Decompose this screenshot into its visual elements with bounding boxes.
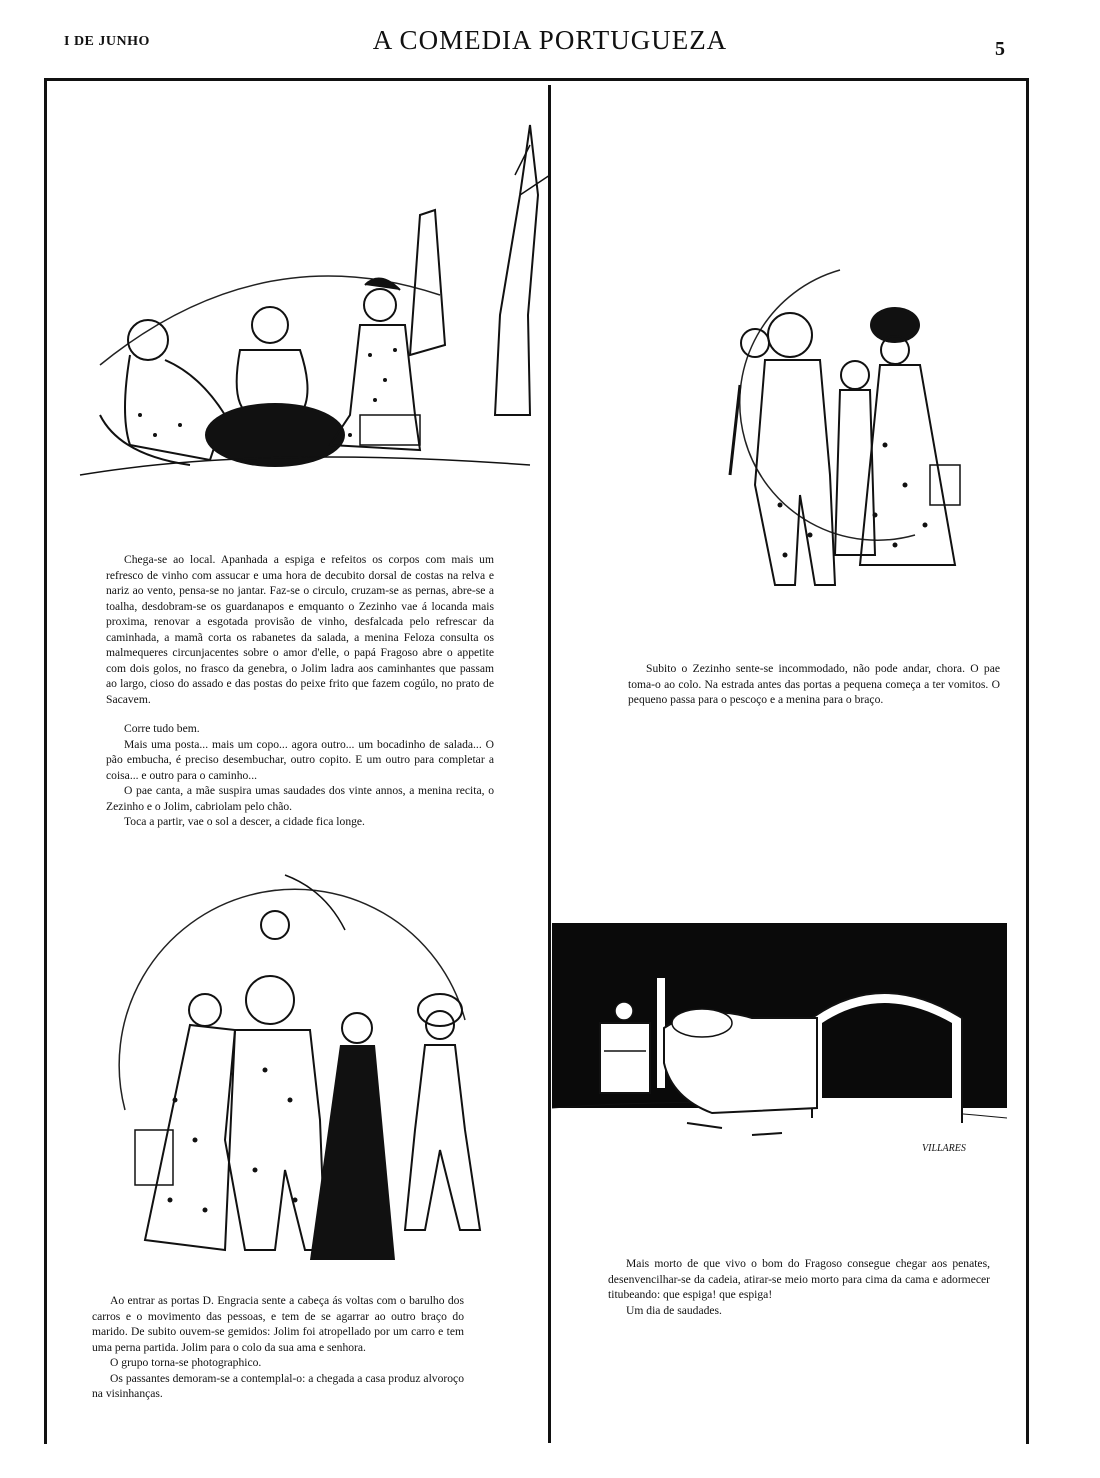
gates-text bbox=[92, 1293, 464, 1402]
picnic-paragraph: Chega-se ao local. Apanhada a espiga e refeitos os corpos com mais um refresco de vinho com assucar e uma hora de decubito dorsal de costas na relva e nariz ao vento, pensa-se no jantar. Faz-se o circulo, cruzam-se as pernas, abre-se a toalha, desdobram-se os guardanapos e emquanto o Zezinho vae á locanda mais proxima, renovar a esgotada provisão de vinho, desfalcada pelo refrescar da caminhada, a mamã corta os rabanetes da salada, a menina Feloza consulta os malmequeres circunjacentes sobre o amor d'elle, o papá Fragoso abre o appetite com dois golos, no frasco da genebra, o Jolim ladra aos caminhantes que passam ao largo, cioso do assado e das postas do peixe frito que fazem cogúlo, no prato de Sacavem. bbox=[106, 553, 494, 706]
picnic-text bbox=[106, 552, 494, 830]
picnic-paragraph: Mais uma posta... mais um copo... agora outro... um bocadinho de salada... O pão embucha, é preciso desembuchar, outro copito. E um outro para completar a coisa... e outro para o caminho... bbox=[106, 737, 494, 782]
bed-paragraph: Mais morto de que vivo o bom do Fragoso consegue chegar aos penates, desenvencilhar-se da cadeia, atirar-se meio morto para cima da cama e adormecer titubeando: que espiga! que espiga! bbox=[608, 1257, 990, 1301]
gates-group-illustration bbox=[95, 870, 515, 1280]
gates-paragraph: Ao entrar as portas D. Engracia sente a cabeça ás voltas com o barulho dos carros e o movimento das pessoas, e tem de se agarrar ao outro braço do marido. De subito ouvem-se gemidos: Jolim foi atropellado por um carro e tem uma perna partida. Jolim para o colo da sua ama e senhora. bbox=[92, 1294, 464, 1354]
family-walk-illustration bbox=[695, 265, 985, 615]
picnic-illustration bbox=[60, 115, 550, 505]
bed-paragraph: Um dia de saudades. bbox=[626, 1303, 722, 1317]
artist-signature: VILLARES bbox=[922, 1143, 966, 1154]
walk-paragraph: Subito o Zezinho sente-se incommodado, não pode andar, chora. O pae toma-o ao colo. Na estrada antes das portas a pequena começa a ter vomitos. O pequeno passa para o pescoço e a menina para o braço. bbox=[628, 662, 1000, 706]
page-number: 5 bbox=[995, 38, 1005, 60]
masthead-title: A COMEDIA PORTUGUEZA bbox=[372, 25, 728, 55]
walk-text bbox=[628, 661, 1000, 708]
gates-paragraph: O grupo torna-se photographico. bbox=[110, 1356, 262, 1369]
picnic-paragraph: O pae canta, a mãe suspira umas saudades dos vinte annos, a menina recita, o Zezinho e o Jolim, cabriolam pelo chão. bbox=[106, 784, 494, 813]
bed-text bbox=[608, 1256, 990, 1318]
picnic-paragraph: Toca a partir, vae o sol a descer, a cidade fica longe. bbox=[124, 815, 365, 828]
picnic-paragraph: Corre tudo bem. bbox=[124, 722, 200, 735]
bedroom-illustration bbox=[552, 923, 1007, 1163]
gates-paragraph: Os passantes demoram-se a contemplal-o: a chegada a casa produz alvoroço na visinhanças. bbox=[92, 1371, 464, 1400]
issue-date: I DE JUNHO bbox=[64, 34, 150, 49]
